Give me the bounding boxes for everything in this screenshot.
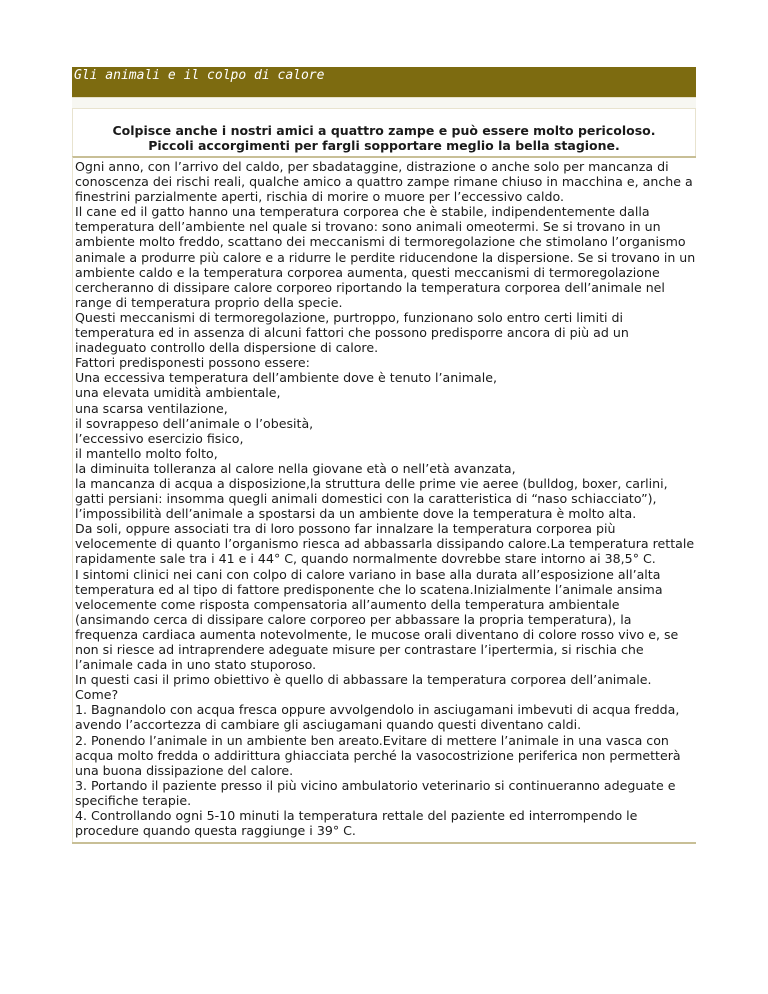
step-item: 1. Bagnandolo con acqua fresca oppure avvolgendolo in asciugamani imbevuti di acqua fredda, avendo l’accortezza di cambiare gli asciugamani quando questi diventano caldi. — [75, 702, 680, 733]
list-item: la diminuita tolleranza al calore nella giovane età o nell’età avanzata, — [75, 460, 516, 476]
page-title: Gli animali e il colpo di calore — [74, 68, 325, 83]
article — [72, 67, 696, 844]
article-box — [72, 108, 696, 844]
paragraph: Fattori predisponesti possono essere: — [75, 355, 310, 371]
paragraph: In questi casi il primo obiettivo è quello di abbassare la temperatura corporea dell’animale. Come? — [75, 672, 652, 703]
list-item: una elevata umidità ambientale, — [75, 385, 281, 401]
subtitle-line: Colpisce anche i nostri amici a quattro zampe e può essere molto pericoloso. — [112, 123, 656, 138]
step-item: 2. Ponendo l’animale in un ambiente ben areato.Evitare di mettere l’animale in una vasca con acqua molto fredda o addirittura ghiacciata perché la vasocostrizione periferica non permetterà una buona dissipazione del calore. — [75, 732, 681, 778]
list-item: il sovrappeso dell’animale o l’obesità, — [75, 415, 314, 431]
subtitle — [72, 108, 696, 156]
list-item: l’eccessivo esercizio fisico, — [75, 430, 244, 446]
paragraph: Il cane ed il gatto hanno una temperatura corporea che è stabile, indipendentemente dalla temperatura dell’ambiente nel quale si trovano: sono animali omeotermi. Se si trovano in un ambiente molto freddo, scattano dei meccanismi di termoregolazione che stimolano l’organismo animale a produrre più calore e a ridurre le perdite riducendone la dispersione. Se si trovano in un ambiente caldo e la temperatura corporea aumenta, questi meccanismi di termoregolazione cercheranno di dissipare calore corporeo riportando la temperatura corporea dell’animale nel range di temperatura proprio della specie. — [75, 204, 696, 310]
paragraph: Questi meccanismi di termoregolazione, purtroppo, funzionano solo entro certi limiti di temperatura ed in assenza di alcuni fattori che possono predisporre ancora di più ad un inadeguato controllo della dispersione di calore. — [75, 309, 629, 356]
list-item: il mantello molto folto, — [75, 445, 218, 461]
list-item: una scarsa ventilazione, — [75, 400, 228, 416]
title-spacer — [72, 98, 696, 108]
list-item: Una eccessiva temperatura dell’ambiente dove è tenuto l’animale, — [75, 370, 497, 386]
list-item: la mancanza di acqua a disposizione,la struttura delle prime vie aeree (bulldog, boxer, carlini, gatti persiani: insomma quegli animali domestici con la caratteristica di “naso schiacciato”), — [75, 475, 668, 507]
step-item: 4. Controllando ogni 5-10 minuti la temperatura rettale del paziente ed interrompendo le procedure quando questa raggiunge i 39° C. — [75, 808, 638, 839]
article-body — [72, 156, 696, 842]
subtitle-line: Piccoli accorgimenti per fargli sopportare meglio la bella stagione. — [148, 138, 620, 153]
title-bar — [72, 67, 696, 98]
paragraph: Da soli, oppure associati tra di loro possono far innalzare la temperatura corporea più velocemente di quanto l’organismo riesca ad abbassarla dissipando calore.La temperatura rettale rapidamente sale tra i 41 e i 44° C, quando normalmente dovrebbe stare intorno ai 38,5° C. — [75, 521, 695, 567]
step-item: 3. Portando il paziente presso il più vicino ambulatorio veterinario si continueranno adeguate e specifiche terapie. — [75, 777, 676, 808]
paragraph: I sintomi clinici nei cani con colpo di calore variano in base alla durata all’esposizione all’alta temperatura ed al tipo di fattore predisponente che lo scatena.Inizialmente l’animale ansima velocemente come risposta compensatoria all’aumento della temperatura ambientale (ansimando cerca di dissipare calore corporeo per abbassare la propria temperatura), la frequenza cardiaca aumenta notevolmente, le mucose orali diventano di colore rosso vivo e, se non si riesce ad intraprendere adeguate misure per contrastare l’ipertermia, si rischia che l’animale cada in uno stato stuporoso. — [75, 566, 679, 673]
paragraph: Ogni anno, con l’arrivo del caldo, per sbadataggine, distrazione o anche solo per mancanza di conoscenza dei rischi reali, qualche amico a quattro zampe rimane chiuso in macchina e, anche a finestrini parzialmente aperti, rischia di morire o muore per l’eccessivo caldo. — [75, 159, 693, 205]
list-item: l’impossibilità dell’animale a spostarsi da un ambiente dove la temperatura è molto alta. — [75, 506, 637, 522]
